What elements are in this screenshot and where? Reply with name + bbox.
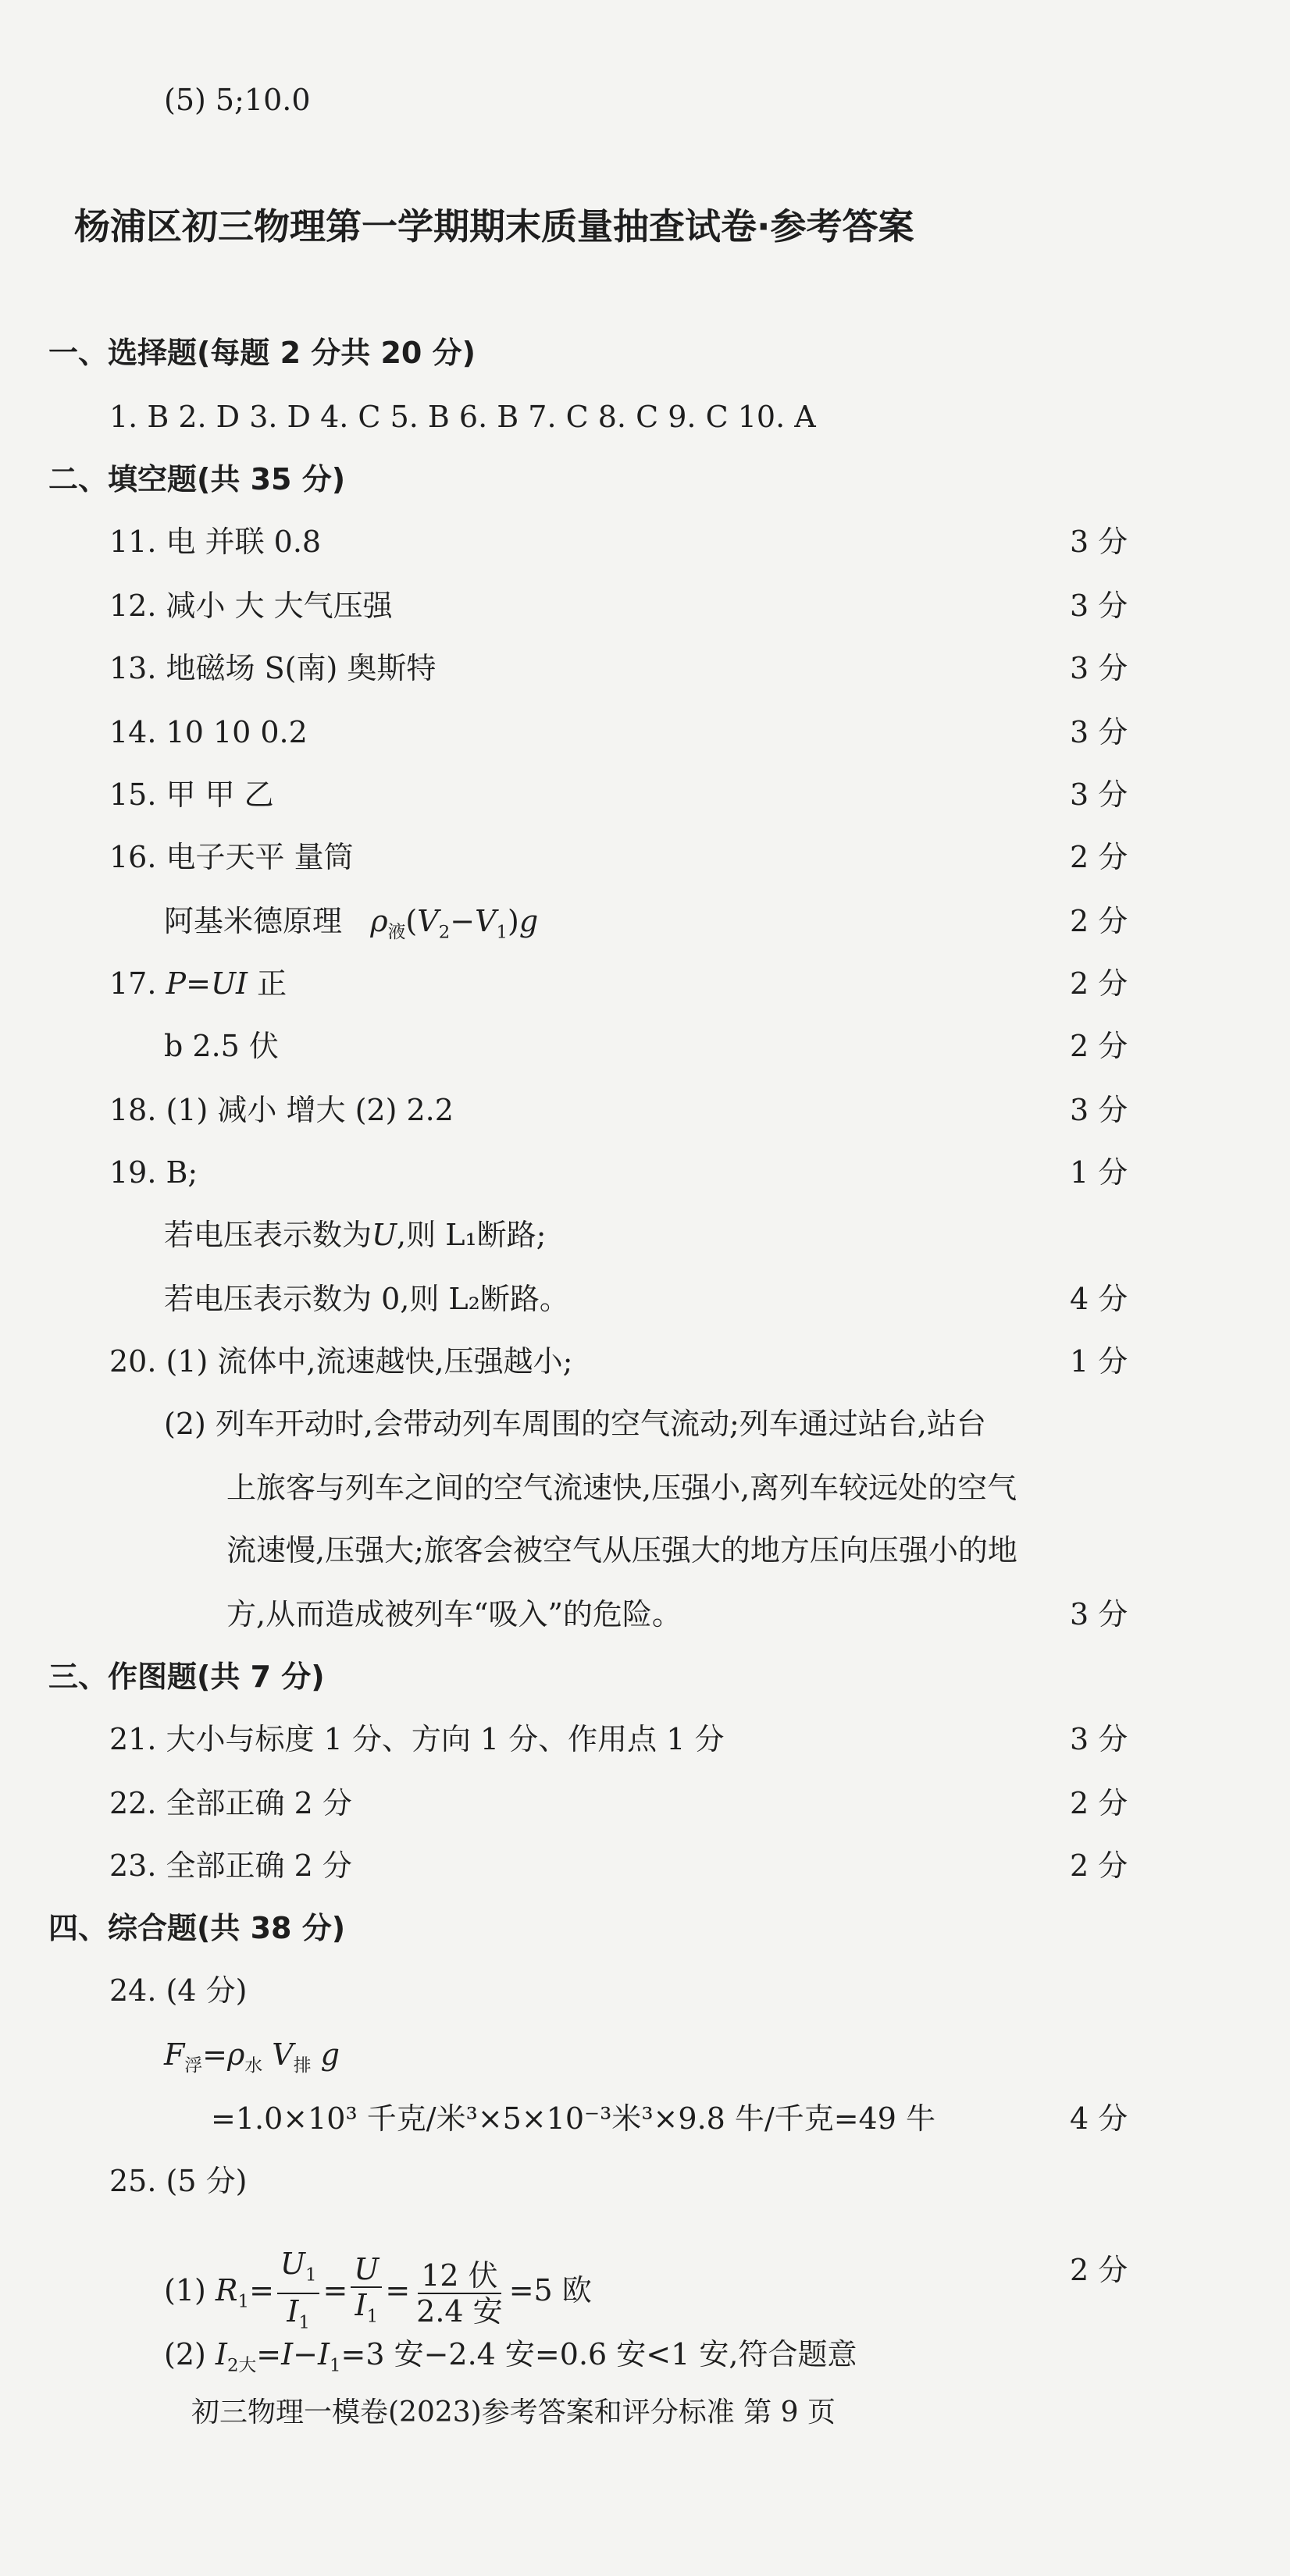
score-q18: 3 分	[1070, 1093, 1128, 1127]
section-fill: 二、填空题(共 35 分)	[48, 462, 346, 496]
score-q12: 3 分	[1070, 589, 1128, 623]
answer-q16-part2	[164, 902, 538, 952]
answer-q25-header: 25. (5 分)	[109, 2164, 248, 2198]
q19-conclusion-text: ,则 L₁断路;	[397, 1218, 547, 1252]
score-q16-part1: 2 分	[1070, 840, 1128, 874]
score-q22: 2 分	[1070, 1786, 1128, 1820]
score-q13: 3 分	[1070, 651, 1128, 685]
answer-q24-calc: =1.0×10³ 千克/米³×5×10⁻³米³×9.8 牛/千克=49 牛	[211, 2101, 935, 2136]
q25-part1-label: (1)	[164, 2273, 206, 2308]
q25-part1-result: =5 欧	[508, 2273, 592, 2308]
score-q16-part2: 2 分	[1070, 904, 1128, 938]
answer-q23: 23. 全部正确 2 分	[109, 1848, 352, 1883]
answer-q19-part1: 19. B;	[109, 1155, 198, 1190]
score-q17-part1: 2 分	[1070, 966, 1128, 1001]
score-q21: 3 分	[1070, 1722, 1128, 1756]
fraction-u1-i1: $\frac{U_1}{I_1}$	[277, 2247, 320, 2339]
answer-q20-line2: 上旅客与列车之间的空气流速快,压强小,离列车较远处的空气	[226, 1471, 1017, 1505]
answer-q17-part1	[109, 965, 287, 1002]
score-q20-part2: 3 分	[1070, 1597, 1128, 1631]
answer-q24-formula: $F_浮=\rho_水$ $V_排$ g	[164, 2037, 340, 2076]
top-line: (5) 5;10.0	[164, 83, 311, 117]
q17-answer: 正	[257, 966, 287, 1001]
q16-principle-text: 阿基米德原理	[164, 904, 343, 938]
answer-q20-line4: 方,从而造成被列车“吸入”的危险。	[226, 1597, 682, 1631]
q19-condition-text: 若电压表示数为	[164, 1218, 372, 1252]
fraction-u-i1: $\frac{U}{I_1}$	[351, 2252, 382, 2334]
score-q15: 3 分	[1070, 777, 1128, 812]
answer-q20-part1: 20. (1) 流体中,流速越快,压强越小;	[109, 1344, 573, 1379]
answer-q17-part2: b 2.5 伏	[164, 1029, 279, 1063]
answer-q18: 18. (1) 减小 增大 (2) 2.2	[109, 1093, 454, 1127]
section-drawing: 三、作图题(共 7 分)	[48, 1660, 325, 1694]
answer-q25-part2: (2) $I_{2大}=I-I_1=3$ 安−2.4 安=0.6 安<1 安,符合题意	[164, 2337, 857, 2376]
q16-formula: $\rho_液(V_2-V_1)g$	[370, 904, 539, 943]
score-q14: 3 分	[1070, 715, 1128, 749]
section-comprehensive: 四、综合题(共 38 分)	[48, 1911, 346, 1945]
q25-part2-label: (2)	[164, 2337, 206, 2371]
score-q19-part3: 4 分	[1070, 1282, 1128, 1316]
score-q25-part1: 2 分	[1070, 2253, 1128, 2287]
score-q19-part1: 1 分	[1070, 1155, 1128, 1190]
answer-q12: 12. 减小 大 大气压强	[109, 589, 393, 623]
score-q17-part2: 2 分	[1070, 1029, 1128, 1063]
score-q24: 4 分	[1070, 2101, 1128, 2136]
answer-q14: 14. 10 10 0.2	[109, 715, 308, 749]
answer-q15: 15. 甲 甲 乙	[109, 777, 274, 812]
answer-q20-line1: (2) 列车开动时,会带动列车周围的空气流动;列车通过站台,站台	[164, 1407, 986, 1441]
score-q20-part1: 1 分	[1070, 1344, 1128, 1379]
q17-formula: P=UI	[166, 966, 248, 1001]
q17-number: 17.	[109, 966, 166, 1001]
answer-q24-header: 24. (4 分)	[109, 1973, 248, 2008]
fraction-values: $\frac{\text{12 伏}}{\text{2.4 安}}$	[416, 2258, 503, 2329]
answer-q19-part3: 若电压表示数为 0,则 L₂断路。	[164, 1282, 569, 1316]
q25-part2-calc: =3 安−2.4 安=0.6 安<1 安,符合题意	[340, 2337, 857, 2371]
answer-q22: 22. 全部正确 2 分	[109, 1786, 352, 1820]
answer-q13: 13. 地磁场 S(南) 奥斯特	[109, 651, 437, 685]
page-footer: 初三物理一模卷(2023)参考答案和评分标准 第 9 页	[191, 2396, 836, 2428]
answer-q25-part1: (1) $R_1=$ $\frac{U_1}{I_1}$ = $\frac{U}{I_1}$ = $\frac{\text{12 伏}}{\text{2.4 安}}$ =5 欧	[164, 2247, 592, 2339]
score-q23: 2 分	[1070, 1848, 1128, 1883]
answer-q16-part1: 16. 电子天平 量筒	[109, 840, 354, 874]
answer-q21: 21. 大小与标度 1 分、方向 1 分、作用点 1 分	[109, 1722, 725, 1756]
answer-q11: 11. 电 并联 0.8	[109, 525, 322, 559]
section-choice: 一、选择题(每题 2 分共 20 分)	[48, 336, 476, 370]
score-q11: 3 分	[1070, 525, 1128, 559]
answer-q20-line3: 流速慢,压强大;旅客会被空气从压强大的地方压向压强小的地	[226, 1533, 1017, 1567]
choice-answers: 1. B 2. D 3. D 4. C 5. B 6. B 7. C 8. C 9. C 10. A	[109, 400, 816, 434]
answer-q19-part2	[164, 1216, 546, 1254]
q19-voltage-symbol: U	[372, 1218, 397, 1252]
page-title: 杨浦区初三物理第一学期期末质量抽查试卷·参考答案	[74, 205, 914, 247]
